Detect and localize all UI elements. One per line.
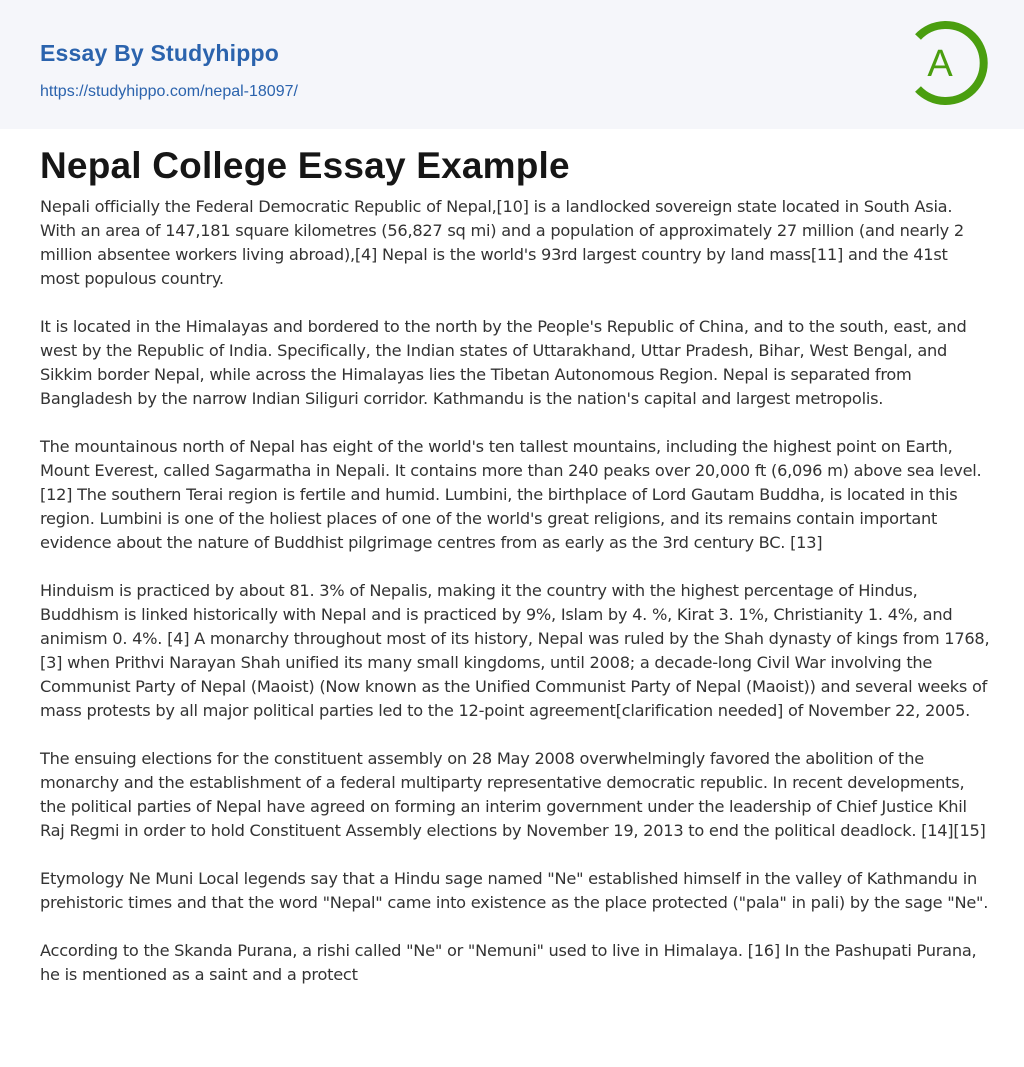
brand-title: Essay By Studyhippo: [40, 40, 279, 66]
essay-paragraph: The mountainous north of Nepal has eight of the world's ten tallest mountains, including the highest point on Earth, Mount Everest, called Sagarmatha in Nepali. It contains more than 240 peaks over 20,000 ft (6,096 m) above sea level. [12] The southern Terai region is fertile and humid. Lumbini, the birthplace of Lord Gautam Buddha, is located in this region. Lumbini is one of the holiest places of one of the world's great religions, and its remains contain important evidence about the nature of Buddhist pilgrimage centres from as early as the 3rd century BC. [13]: [40, 437, 982, 552]
essay-paragraph: It is located in the Himalayas and bordered to the north by the People's Republic of China, and to the south, east, and west by the Republic of India. Specifically, the Indian states of Uttarakhand, Uttar Pradesh, Bihar, West Bengal, and Sikkim border Nepal, while across the Himalayas lies the Tibetan Autonomous Region. Nepal is separated from Bangladesh by the narrow Indian Siliguri corridor. Kathmandu is the nation's capital and largest metropolis.: [40, 317, 967, 408]
essay-paragraph: Nepali officially the Federal Democratic Republic of Nepal,[10] is a landlocked sovereign state located in South Asia. With an area of 147,181 square kilometres (56,827 sq mi) and a population of approximately 27 million (and nearly 2 million absentee workers living abroad),[4] Nepal is the world's 93rd largest country by land mass[11] and the 41st most populous country.: [40, 197, 964, 288]
essay-url-link[interactable]: https://studyhippo.com/nepal-18097/: [40, 83, 298, 100]
site-header: [0, 0, 1024, 129]
svg-text:A: A: [927, 43, 953, 85]
essay-paragraph: The ensuing elections for the constituent assembly on 28 May 2008 overwhelmingly favored the abolition of the monarchy and the establishment of a federal multiparty representative democratic republic. In recent developments, the political parties of Nepal have agreed on forming an interim government under the leadership of Chief Justice Khil Raj Regmi in order to hold Constituent Assembly elections by November 19, 2013 to end the political deadlock. [14][15]: [40, 749, 986, 840]
essay-paragraph: Etymology Ne Muni Local legends say that a Hindu sage named "Ne" established himself in the valley of Kathmandu in prehistoric times and that the word "Nepal" came into existence as the place protected ("pala" in pali) by the sage "Ne".: [40, 869, 989, 912]
studyhippo-logo-icon[interactable]: [900, 18, 990, 108]
essay-paragraph: Hinduism is practiced by about 81. 3% of Nepalis, making it the country with the highest percentage of Hindus, Buddhism is linked historically with Nepal and is practiced by 9%, Islam by 4. %, Kirat 3. 1%, Christianity 1. 4%, and animism 0. 4%. [4] A monarchy throughout most of its history, Nepal was ruled by the Shah dynasty of kings from 1768,[3] when Prithvi Narayan Shah unified its many small kingdoms, until 2008; a decade-long Civil War involving the Communist Party of Nepal (Maoist) (Now known as the Unified Communist Party of Nepal (Maoist)) and several weeks of mass protests by all major political parties led to the 12-point agreement[clarification needed] of November 22, 2005.: [40, 581, 990, 720]
essay-paragraph: According to the Skanda Purana, a rishi called "Ne" or "Nemuni" used to live in Himalaya. [16] In the Pashupati Purana, he is mentioned as a saint and a protect: [40, 941, 977, 984]
essay-body: [40, 195, 990, 1011]
page-title: Nepal College Essay Example: [40, 145, 570, 186]
